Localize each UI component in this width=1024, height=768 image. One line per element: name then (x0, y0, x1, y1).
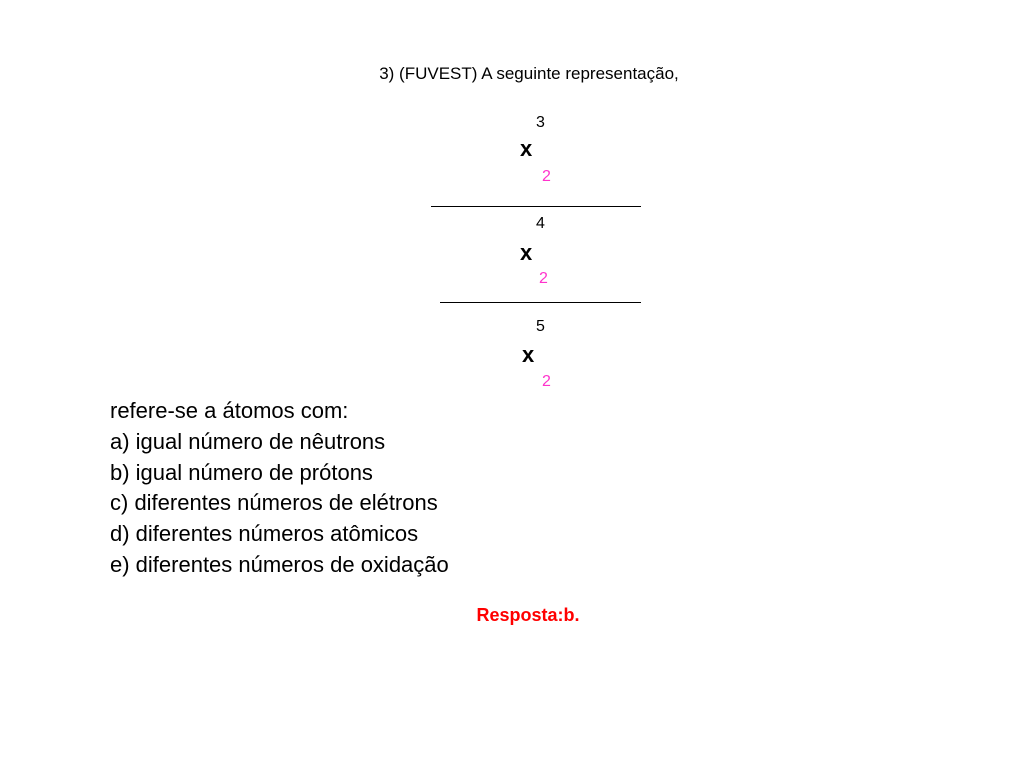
element-symbol: x (520, 240, 533, 265)
atomic-number: 2 (542, 373, 551, 390)
option-d: d) diferentes números atômicos (110, 521, 419, 547)
answer-label: Resposta:b. (476, 605, 580, 625)
options-intro: refere-se a átomos com: (110, 398, 349, 423)
element-symbol: x (520, 136, 533, 161)
divider-line (431, 206, 641, 207)
mass-number: 5 (536, 318, 545, 335)
element-symbol: x (522, 342, 535, 367)
option-a: a) igual número de nêutrons (110, 428, 386, 454)
options-list (110, 396, 449, 581)
option-e: e) diferentes números de oxidação (110, 551, 449, 577)
option-c: c) diferentes números de elétrons (110, 490, 438, 516)
question-title: 3) (FUVEST) A seguinte representação, (379, 64, 679, 83)
atomic-number: 2 (539, 270, 548, 287)
option-b: b) igual número de prótons (110, 459, 373, 485)
atomic-number: 2 (542, 168, 551, 185)
divider-line (440, 302, 641, 303)
mass-number: 4 (536, 215, 545, 232)
mass-number: 3 (536, 114, 545, 131)
